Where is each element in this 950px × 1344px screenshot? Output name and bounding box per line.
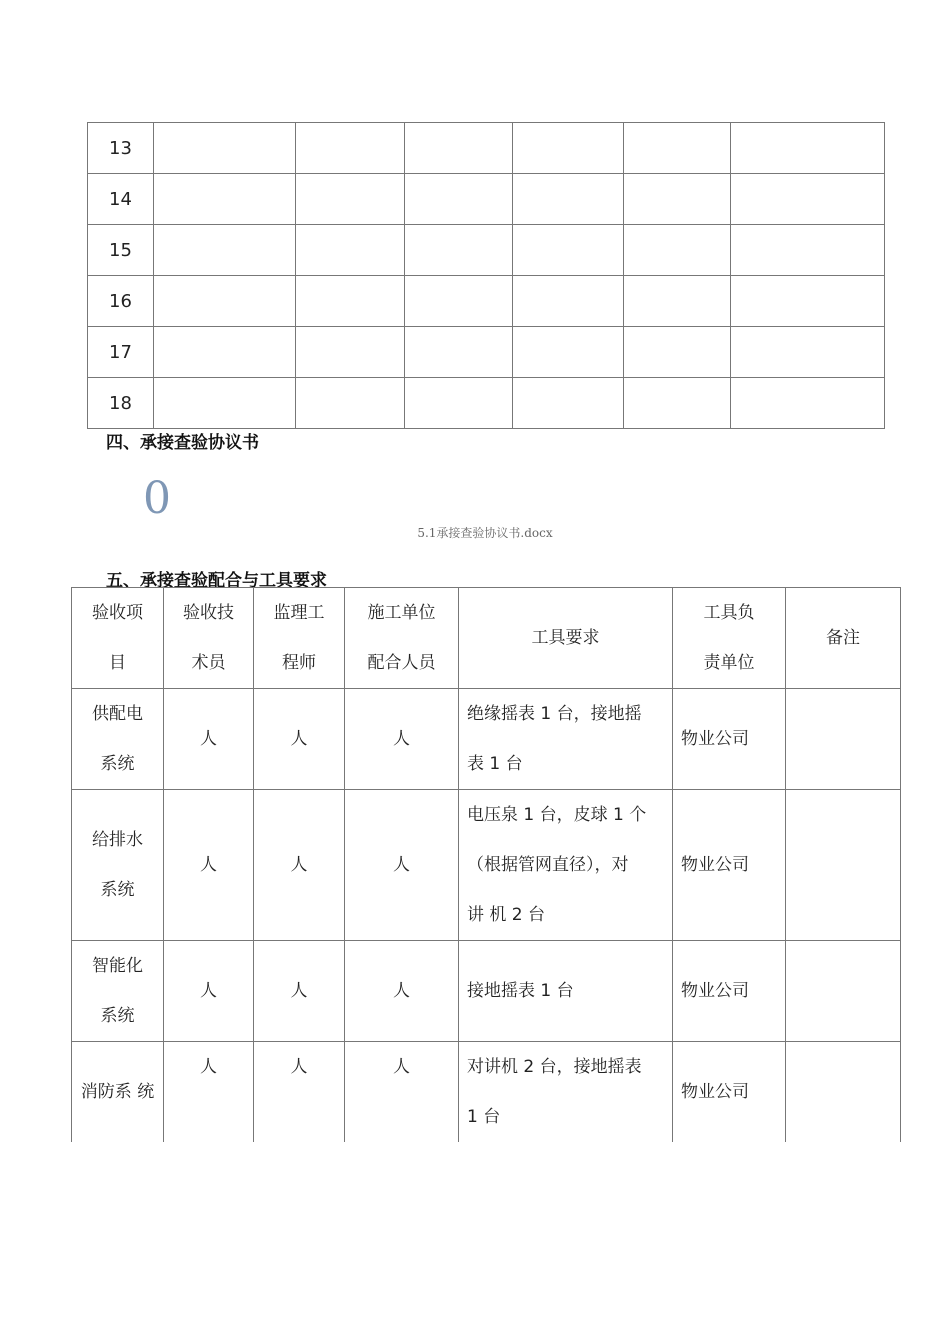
row-number: 14 bbox=[88, 174, 154, 225]
table-row bbox=[88, 327, 885, 378]
tool-requirements-table bbox=[71, 587, 901, 1142]
row-number: 17 bbox=[88, 327, 154, 378]
table-row bbox=[72, 689, 901, 790]
header-cell-tools: 工具要求 bbox=[459, 588, 673, 689]
header-cell-technician: 验收技 术员 bbox=[164, 588, 254, 689]
attachment-filename[interactable]: 5.1承接查验协议书.docx bbox=[417, 526, 553, 540]
technician-cell: 人 bbox=[164, 1042, 254, 1143]
table-row bbox=[88, 174, 885, 225]
technician-cell: 人 bbox=[164, 790, 254, 941]
row-number: 18 bbox=[88, 378, 154, 429]
tools-cell: 对讲机 2 台，接地摇表 1 台 bbox=[459, 1042, 673, 1143]
item-cell: 供配电 系统 bbox=[72, 689, 164, 790]
item-cell: 给排水 系统 bbox=[72, 790, 164, 941]
supervisor-cell: 人 bbox=[254, 689, 345, 790]
contractor-cell: 人 bbox=[345, 1042, 459, 1143]
table-row bbox=[88, 378, 885, 429]
table-row bbox=[72, 941, 901, 1042]
section-heading-acceptance-agreement: 四、承接查验协议书 bbox=[106, 433, 259, 453]
technician-cell: 人 bbox=[164, 941, 254, 1042]
responsible-unit-cell: 物业公司 bbox=[673, 1042, 786, 1143]
tools-cell: 电压泉 1 台，皮球 1 个 （根据管网直径），对 讲 机 2 台 bbox=[459, 790, 673, 941]
table-row bbox=[72, 790, 901, 941]
attachment-icon[interactable]: 0 bbox=[143, 473, 171, 524]
inspection-record-table bbox=[87, 122, 885, 429]
remark-cell bbox=[786, 941, 901, 1042]
header-cell-responsible-unit: 工具负 责单位 bbox=[673, 588, 786, 689]
contractor-cell: 人 bbox=[345, 941, 459, 1042]
responsible-unit-cell: 物业公司 bbox=[673, 941, 786, 1042]
technician-cell: 人 bbox=[164, 689, 254, 790]
supervisor-cell: 人 bbox=[254, 790, 345, 941]
row-number: 16 bbox=[88, 276, 154, 327]
remark-cell bbox=[786, 790, 901, 941]
header-cell-supervisor: 监理工 程师 bbox=[254, 588, 345, 689]
remark-cell bbox=[786, 689, 901, 790]
tools-cell: 接地摇表 1 台 bbox=[459, 941, 673, 1042]
table-row bbox=[88, 225, 885, 276]
contractor-cell: 人 bbox=[345, 689, 459, 790]
row-number: 13 bbox=[88, 123, 154, 174]
remark-cell bbox=[786, 1042, 901, 1143]
item-cell: 智能化 系统 bbox=[72, 941, 164, 1042]
tools-cell: 绝缘摇表 1 台，接地摇 表 1 台 bbox=[459, 689, 673, 790]
header-row bbox=[72, 588, 901, 689]
item-cell: 消防系 统 bbox=[72, 1042, 164, 1143]
header-cell-item: 验收项 目 bbox=[72, 588, 164, 689]
supervisor-cell: 人 bbox=[254, 1042, 345, 1143]
responsible-unit-cell: 物业公司 bbox=[673, 790, 786, 941]
header-cell-remark: 备注 bbox=[786, 588, 901, 689]
contractor-cell: 人 bbox=[345, 790, 459, 941]
row-number: 15 bbox=[88, 225, 154, 276]
supervisor-cell: 人 bbox=[254, 941, 345, 1042]
table-row bbox=[72, 1042, 901, 1143]
header-cell-contractor: 施工单位 配合人员 bbox=[345, 588, 459, 689]
section-heading-tool-requirements: 五、承接查验配合与工具要求 bbox=[106, 571, 327, 591]
table-row bbox=[88, 123, 885, 174]
responsible-unit-cell: 物业公司 bbox=[673, 689, 786, 790]
table-row bbox=[88, 276, 885, 327]
